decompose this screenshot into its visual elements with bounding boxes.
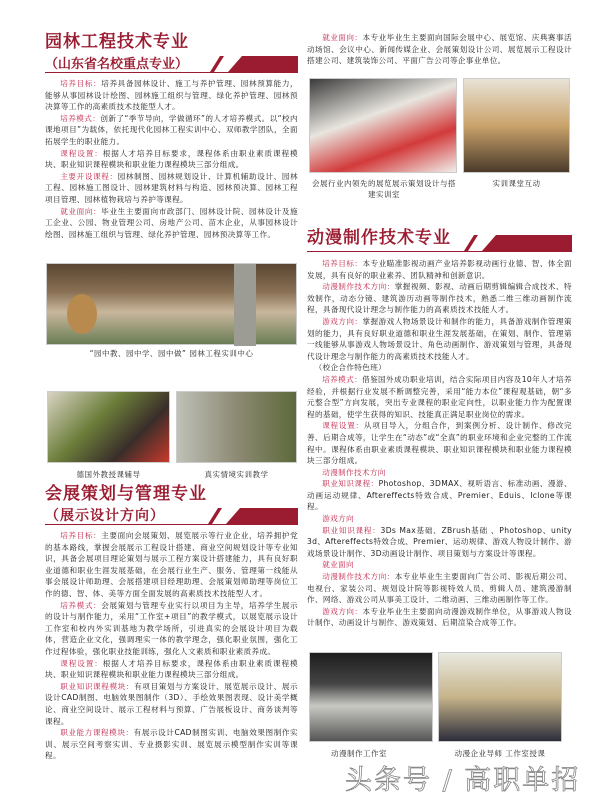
mentor-teaching-photo [438,652,562,742]
photo-caption: 德国外教授课辅导 [76,470,141,479]
paragraph [307,362,572,374]
paragraph [45,658,298,681]
classroom-interaction-photo [463,78,570,173]
paragraph [45,206,298,241]
paragraph-text: 根据人才培养目标要求，课程体系由职业素质课程模块、职业知识课程模块和职业能力课程模块三部分组成。 [45,658,298,680]
title-decoration [208,508,222,524]
paragraph-keyword: 主要开设课程： [60,171,118,181]
paragraph-keyword: 就业面向： [322,33,363,42]
photo-caption: 会展行业内领先的展览展示策划设计与搭建实训室 [312,179,456,199]
paragraph-keyword: 课程设置： [322,421,364,431]
title-decoration [464,235,478,251]
paragraph [307,258,572,281]
paragraph [45,148,298,171]
paragraph [307,559,572,571]
landscape-photo-caption: “园中教、园中学、园中做” 园林工程实训中心 [89,349,254,358]
paragraph-text: 本专业瞄准影视动画产业培养影视动画行业德、智、体全面发展，具有良好的职业素养、团队精神和创新意识。 [307,259,572,280]
photo-caption: 动漫制作工作室 [331,749,387,758]
real-scene-training-photo [176,391,297,463]
paragraph-keyword: 动漫制作技术方向 [322,467,386,477]
paragraph-keyword: 就业面向： [60,206,102,216]
paragraph-text: 园林制图、园林规划设计、计算机辅助设计、园林工程、园林施工图设计、园林建筑材料与构造、园林预决算、园林工程项目管理、园林植物栽培与养护等课程。 [45,171,298,204]
decoration-icon [67,294,97,334]
animation-body [307,258,572,629]
foreign-teacher-photo [47,391,170,463]
paragraph [45,113,298,148]
paragraph [307,525,572,560]
paragraph-text: 主要面向会展策划、展览展示等行业企业，培养拥护党的基本路线，掌握会展展示工程设计搭建、商业空间规划设计等专业知识，具备会展项目理论策划与展示工程方案设计搭建能力，具有良好职业道德和职业生涯发展基础，在会展行业生产、服务、管理第一线能从事会展设计师助理、会展搭建项目经理助理、会展策划师助理等岗位工作的德、智、体、美等方面全面发展的高素质技术技能型人才。 [45,531,298,598]
landscape-training-center-photo [46,263,297,345]
paragraph-text: 3Ds Max基础、ZBrush基础 、Photoshop、unity 3d、Aftereffects特效合成、Premier、运动规律、游戏人物设计制作、游戏场景设计制作、3D动画设计制作、项目策划与方案设计等课程。 [307,525,573,558]
photo-caption: 动漫企业导师 工作室授课 [454,749,546,758]
pillar-icon [234,264,256,346]
exhibition-body [45,530,298,762]
paragraph-text: 培养具备园林设计、施工与养护管理、园林预算能力，能够从事园林设计绘图、园林施工组织与管理、绿化养护管理、园林预决算等工作的高素质技术技能型人才。 [45,79,298,112]
paragraph-text: 本专业毕业生主要面向广告公司、影视后期公司、电视台、家装公司、规划设计院等影视特效人员、剪辑人员、建筑漫游制作、网络、游戏公司从事美工设计、二维动画、三维动画制作等工作。 [307,572,572,605]
paragraph [307,467,572,479]
exhibition-title: 会展策划与管理专业 [45,484,207,504]
paragraph [45,600,298,658]
paragraph-keyword: 培养目标： [60,531,102,540]
paragraph-text: （校企合作特色班） [314,363,387,373]
paragraph-text: Photoshop、3DMAX、视听语言、标准动画、漫游、动画运动规律、Aftereffects特效合成、Premier、Eduis、Iclone等课程。 [307,479,572,512]
paragraph [307,374,572,420]
title-decoration [226,508,298,524]
paragraph-keyword: 游戏方向： [322,316,363,326]
paragraph-keyword: 就业面向 [322,560,354,570]
paragraph-keyword: 动漫制作技术方向： [322,282,395,292]
paragraph [307,513,572,525]
animation-section [307,228,572,629]
paragraph-keyword: 职业知识课程： [322,525,381,535]
paragraph-keyword: 职业知识课程： [322,479,379,489]
paragraph [45,171,298,206]
exhibition-subtitle: （展示设计方向） [45,508,165,524]
paragraph-text: 有项目策划与方案设计、展览展示设计、展示设计CAD制图、电脑效果图制作（3D）、手绘效果图表现、设计美学概论、商业空间设计、展示工程材料与预算、广告展板设计、商务谈判等课程。 [45,681,298,726]
paragraph-keyword: 游戏方向： [322,606,363,616]
paragraph [45,681,298,727]
paragraph-text: 会展策划与管理专业实行以项目为主导，培养学生展示的设计与制作能力，采用“工作室+项目”的教学模式，以展览展示设计工作室和校内外实训基地为教学场所，引进真实的会展设计项目为载体，营造企业文化，强调理实一体的教学理念，强化职业氛围，强化工作过程体验，强化职业技能训练，强化人文素质和职业素质养成。 [45,600,298,656]
paragraph-text: 掌握视频、影视、动画后期剪辑编辑合成技术、特效制作，动态分镜、建筑游历动画等制作技术，熟悉二维三维动画制作流程，具备现代设计理念与制作能力的高素质技术技能人才。 [307,282,572,315]
animation-title: 动漫制作技术专业 [307,228,451,248]
paragraph-keyword: 职业知识课程模块： [60,681,135,691]
paragraph-keyword: 培养目标： [322,259,363,268]
paragraph [307,571,572,606]
animation-studio-photo [309,652,433,742]
paragraph-keyword: 职业能力课程模块： [60,728,134,738]
paragraph-keyword: 培养模式： [322,374,363,384]
photo-caption: 实训课堂互动 [492,179,541,188]
exhibition-section [45,484,298,762]
paragraph [307,420,572,466]
right-column-top [307,32,572,67]
paragraph [307,32,572,67]
paragraph [45,727,298,762]
paragraph-keyword: 培养目标： [60,79,102,88]
paragraph-text: 掌握游戏人物场景设计和制作的能力，具备游戏制作管理策划的能力，具有良好职业道德和职业生涯发展基础，在策划、制作、管理第一线能够从事游戏人物场景设计、角色动画制作、游戏策划与管理，具备现代设计理念与制作能力的高素质技术技能人才。 [307,316,572,361]
paragraph-keyword: 游戏方向 [322,514,354,524]
paragraph-text: 本专业毕业生主要面向国际会展中心、展览馆、庆典赛事活动场馆、会议中心、新闻传媒企业、会展策划设计公司、展览展示工程设计搭建公司、建筑装饰公司、平面广告公司等企事业单位。 [307,33,572,66]
exhibition-lab-photo [309,78,457,173]
paragraph [45,530,298,600]
landscape-body [45,78,298,240]
paragraph-text: 根据人才培养目标要求，课程体系由职业素质课程模块、职业知识课程模块和职业能力课程模块三部分组成。 [45,148,298,170]
paragraph [307,478,572,513]
paragraph-text: 借鉴国外成功职业培训，结合实际项目内容及10年人才培养经验，并根据行业发展不断调整完善，采用“能力本位”课程观基础，朝“多元整合型”方向发展，突出专业课程的职业定向性，以职业能力作为配置课程的基础，使学生获得的知识、技能真正满足职业岗位的需求。 [307,374,572,419]
paragraph-keyword: 课程设置： [60,658,103,668]
landscape-subtitle: （山东省名校重点专业） [45,57,189,72]
photo-caption: 真实情境实训教学 [204,470,269,479]
paragraph-keyword: 课程设置： [60,148,103,158]
paragraph-text: 有展示设计CAD制图实训、电脑效果图制作实训、展示空间考察实训、专业摄影实训、展览展示模型制作实训等课程。 [45,728,298,761]
paragraph-text: 从项目导入，分组合作，到案例分析、设计制作、修改完善、后期合成等，让学生在“动态”或“全真”的职业环境和企业完整的工作流程中。课程体系由职业素质课程模块、职业知识课程模块和职业能力课程模块三部分组成。 [307,421,572,466]
title-decoration [210,56,224,72]
exhibition-subtitle-bar [45,505,298,525]
paragraph-text: 创新了“季节导向，学做循环”的人才培养模式。以“校内课地项目”为载体，依托现代化园林工程实训中心、双师教学团队，全面拓展学生的职业能力。 [45,113,298,146]
paragraph [45,78,298,113]
title-decoration [228,56,298,72]
exhibition-employment [307,32,572,67]
title-decoration [482,235,572,251]
paragraph-keyword: 动漫制作技术方向： [322,572,395,582]
left-column [45,32,298,240]
landscape-title: 园林工程技术专业 [45,32,189,52]
paragraph [307,281,572,316]
paragraph [307,606,572,629]
paragraph-keyword: 培养模式： [60,113,101,123]
paragraph-keyword: 培养模式： [60,600,102,610]
paragraph-text: 毕业生主要面向市政部门、园林设计院、园林设计及施工企业、公园、物业管理公司、房地产公司、苗木企业，从事园林设计绘图、园林施工组织与管理、绿化养护管理、园林预决算等工作。 [45,206,298,239]
watermark: 头条号 / 高职单招 [345,765,581,796]
paragraph [307,316,572,362]
landscape-subtitle-bar [45,53,298,73]
animation-title-bar [307,228,572,252]
paragraph-text: 本专业毕业生主要面向动漫游戏制作单位，从事游戏人物设计制作、动画设计与制作、游戏策划、后期渲染合成等工作。 [307,606,572,628]
